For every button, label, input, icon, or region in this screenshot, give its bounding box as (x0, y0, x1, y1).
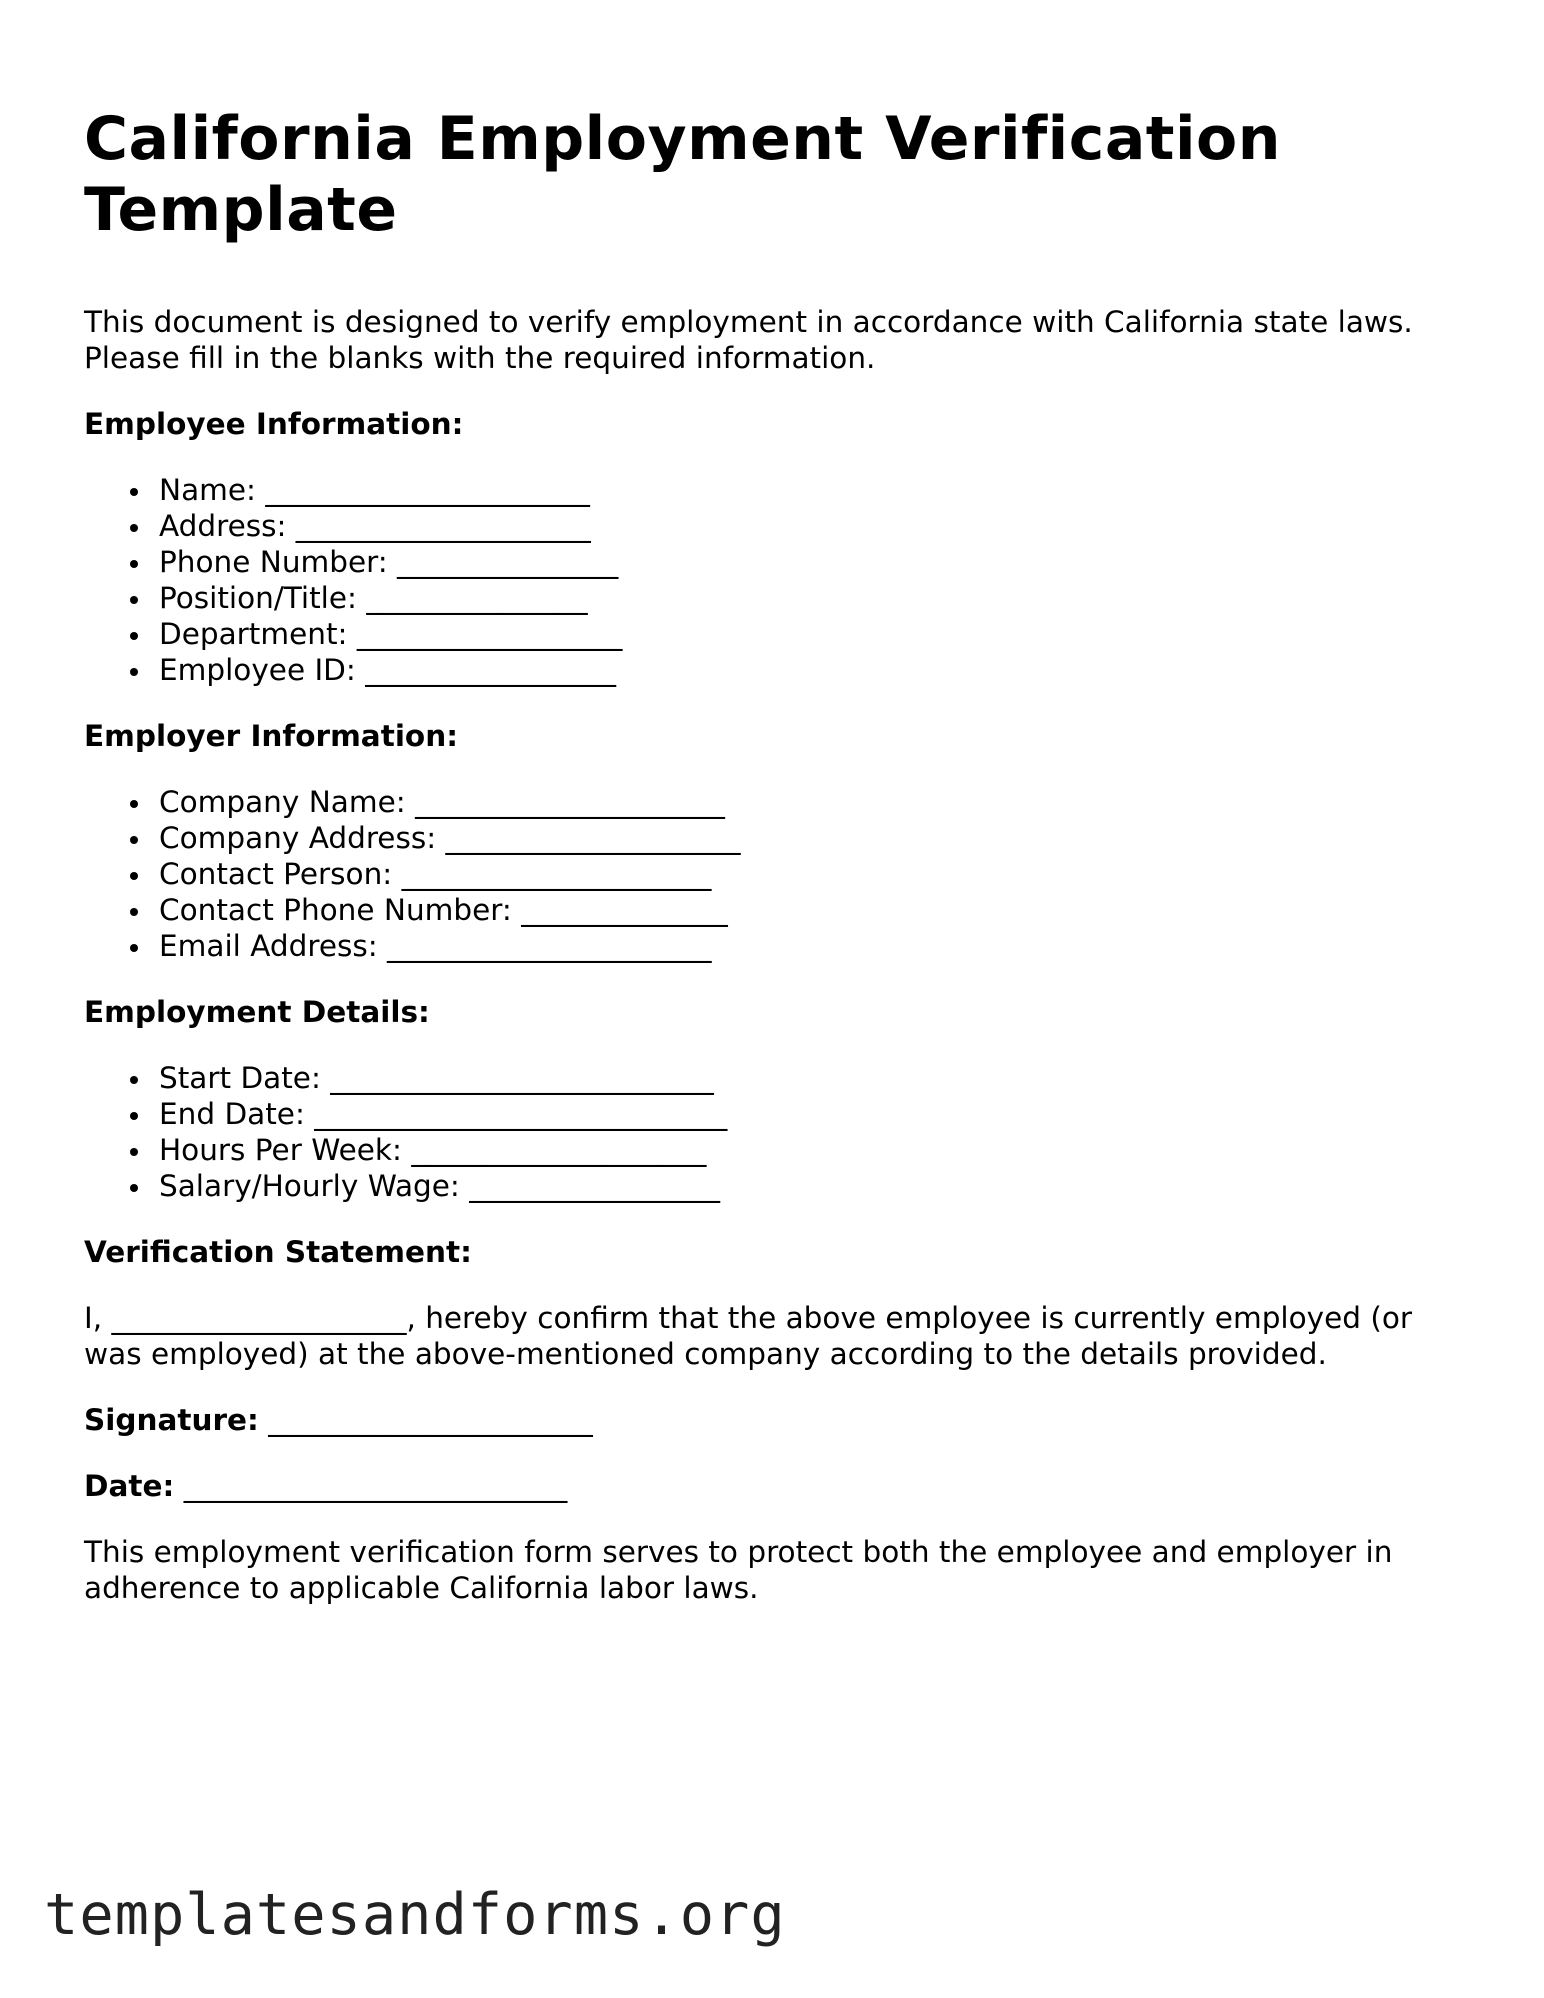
document-title: California Employment Verification Template (84, 104, 1281, 245)
verification-statement-text: I, ____________________, hereby confirm that the above employee is currently employed (or was employed) at the above-mentioned company according to the details provided. (84, 1301, 1413, 1371)
employment-details-heading: Employment Details: (84, 995, 430, 1029)
contact-person-field: Contact Person: _____________________ (84, 856, 1464, 892)
employee-name-field: Name: ______________________ (84, 472, 1464, 508)
signature-line (84, 1402, 1464, 1438)
signature-label: Signature: (84, 1403, 259, 1437)
employee-position-field: Position/Title: _______________ (84, 580, 1464, 616)
employee-id-field: Employee ID: _________________ (84, 652, 1464, 688)
closing-paragraph: This employment verification form serves to protect both the employee and employer in adherence to applicable California labor laws. (84, 1535, 1393, 1605)
date-blank: __________________________ (183, 1469, 568, 1503)
company-name-field: Company Name: _____________________ (84, 784, 1464, 820)
date-label: Date: (84, 1469, 175, 1503)
employee-info-heading: Employee Information: (84, 407, 464, 441)
company-address-field: Company Address: ____________________ (84, 820, 1464, 856)
end-date-field: End Date: ____________________________ (84, 1096, 1464, 1132)
employer-info-list (84, 784, 1464, 964)
employer-info-heading: Employer Information: (84, 719, 458, 753)
intro-paragraph: This document is designed to verify employment in accordance with California state laws. Please fill in the blanks with the required information. (84, 305, 1413, 375)
contact-phone-field: Contact Phone Number: ______________ (84, 892, 1464, 928)
employee-phone-field: Phone Number: _______________ (84, 544, 1464, 580)
start-date-field: Start Date: __________________________ (84, 1060, 1464, 1096)
document-page (84, 104, 1464, 1606)
employee-department-field: Department: __________________ (84, 616, 1464, 652)
employment-details-list (84, 1060, 1464, 1204)
verification-statement-heading: Verification Statement: (84, 1235, 472, 1269)
employee-info-list (84, 472, 1464, 688)
salary-wage-field: Salary/Hourly Wage: _________________ (84, 1168, 1464, 1204)
employee-address-field: Address: ____________________ (84, 508, 1464, 544)
signature-blank: ______________________ (268, 1403, 593, 1437)
email-address-field: Email Address: ______________________ (84, 928, 1464, 964)
hours-per-week-field: Hours Per Week: ____________________ (84, 1132, 1464, 1168)
date-line (84, 1468, 1464, 1504)
site-watermark: templatesandforms.org (44, 1882, 786, 1948)
